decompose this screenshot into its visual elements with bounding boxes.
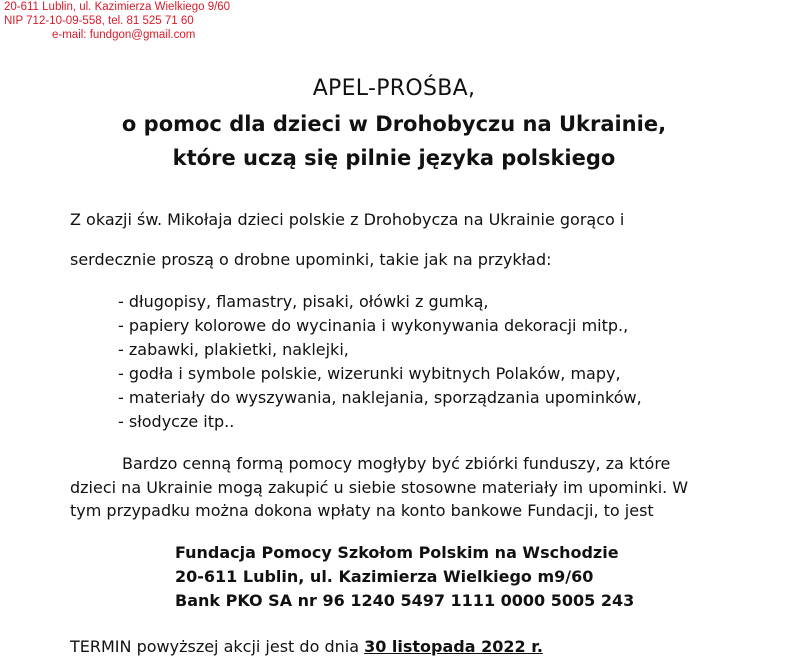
gift-list	[118, 290, 642, 434]
gift-list-item: - godła i symbole polskie, wizerunki wybitnych Polaków, mapy,	[118, 364, 621, 383]
document-title: APEL-PROŚBA,	[312, 76, 476, 101]
appeal-line-2: dzieci na Ukrainie mogą zakupić u siebie stosowne materiały im upominki. W	[70, 477, 689, 497]
appeal-line-3: tym przypadku można dokona wpłaty na konto bankowe Fundacji, to jest	[70, 501, 654, 520]
gift-list-item: - zabawki, plakietki, naklejki,	[118, 340, 349, 359]
gift-list-item: - papiery kolorowe do wycinania i wykonywania dekoracji mitp.,	[118, 316, 629, 335]
intro-line-1: Z okazji św. Mikołaja dzieci polskie z Drohobycza na Ukrainie gorąco i	[70, 210, 625, 229]
appeal-line-1: Bardzo cenną formą pomocy mogłyby być zbiórki funduszy, za które	[122, 454, 671, 473]
document-subtitle-line-2: które uczą się pilnie języka polskiego	[172, 146, 616, 170]
deadline-line	[70, 637, 543, 656]
foundation-address: 20-611 Lublin, ul. Kazimierza Wielkiego m9/60	[175, 567, 594, 586]
foundation-name: Fundacja Pomocy Szkołom Polskim na Wschodzie	[175, 543, 619, 562]
intro-line-2: serdecznie proszą o drobne upominki, takie jak na przykład:	[70, 250, 552, 269]
appeal-paragraph	[70, 452, 688, 523]
letterhead-email: e-mail: fundgon@gmail.com	[52, 29, 196, 41]
letterhead-nip-phone: NIP 712-10-09-558, tel. 81 525 71 60	[4, 15, 194, 27]
deadline-date: 30 listopada 2022 r.	[364, 637, 543, 656]
letterhead	[4, 0, 230, 42]
bank-account: Bank PKO SA nr 96 1240 5497 1111 0000 5005 243	[175, 591, 635, 610]
gift-list-item: - długopisy, flamastry, pisaki, ołówki z gumką,	[118, 292, 489, 311]
foundation-details	[175, 541, 634, 613]
gift-list-item: - materiały do wyszywania, naklejania, sporządzania upominków,	[118, 388, 642, 407]
letterhead-address: 20-611 Lublin, ul. Kazimierza Wielkiego 9/60	[4, 1, 231, 13]
document-subtitle-line-1: o pomoc dla dzieci w Drohobyczu na Ukrainie,	[121, 112, 667, 136]
gift-list-item: - słodycze itp..	[118, 412, 235, 431]
deadline-prefix: TERMIN powyższej akcji jest do dnia	[70, 637, 365, 656]
